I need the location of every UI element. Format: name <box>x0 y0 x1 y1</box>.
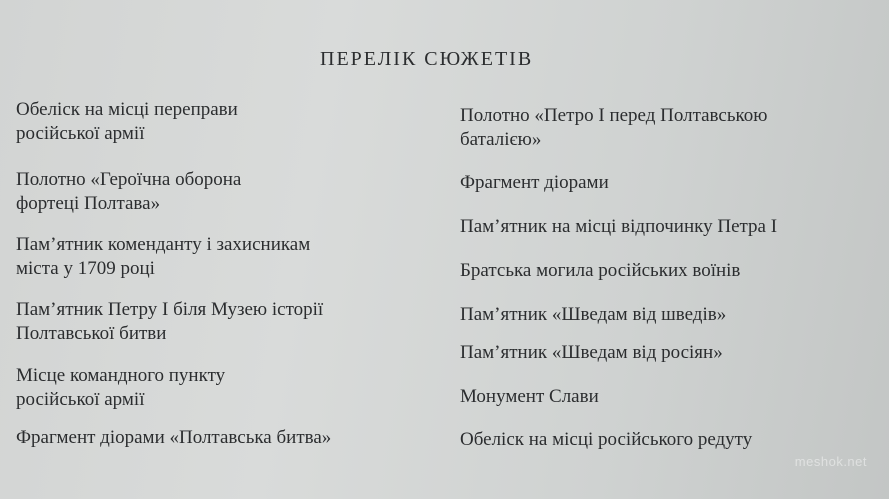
list-item <box>460 303 726 327</box>
list-item <box>16 426 331 450</box>
list-item-line2: фортеці Полтава» <box>16 193 161 214</box>
list-item-line1: Пам’ятник на місці відпочинку Петра I <box>460 216 778 237</box>
list-item-line1: Пам’ятник «Шведам від шведів» <box>460 304 727 325</box>
list-item <box>460 428 752 452</box>
list-item <box>16 233 310 281</box>
list-item-line1: Монумент Слави <box>460 386 599 407</box>
list-item <box>460 385 599 409</box>
list-item <box>16 298 323 346</box>
list-item-line1: Фрагмент діорами «Полтавська битва» <box>16 427 332 448</box>
list-item <box>460 259 740 283</box>
list-item <box>16 98 238 146</box>
list-item-line2: російської армії <box>16 123 145 144</box>
list-item-line2: російської армії <box>16 389 145 410</box>
list-item-line1: Братська могила російських воїнів <box>460 260 741 281</box>
list-item <box>460 171 609 195</box>
list-item <box>460 215 777 239</box>
list-item-line1: Обеліск на місці російського редуту <box>460 429 753 450</box>
list-item-line1: Пам’ятник «Шведам від росіян» <box>460 342 723 363</box>
list-item-line2: баталією» <box>460 129 542 150</box>
watermark: meshok.net <box>794 454 867 469</box>
list-item-line1: Пам’ятник Петру I біля Музею історії <box>16 299 324 320</box>
list-item <box>16 364 225 412</box>
list-item-line1: Фрагмент діорами <box>460 172 609 193</box>
list-item <box>16 168 241 216</box>
list-item <box>460 104 767 152</box>
list-item <box>460 341 723 365</box>
list-item-line1: Місце командного пункту <box>16 365 226 386</box>
list-item-line2: Полтавської битви <box>16 323 167 344</box>
list-item-line1: Обеліск на місці переправи <box>16 99 238 120</box>
list-item-line1: Полотно «Петро I перед Полтавською <box>460 105 768 126</box>
list-item-line2: міста у 1709 році <box>16 258 155 279</box>
list-item-line1: Полотно «Героїчна оборона <box>16 169 242 190</box>
list-item-line1: Пам’ятник коменданту і захисникам <box>16 234 311 255</box>
page-title-text: ПЕРЕЛІК СЮЖЕТІВ <box>320 48 534 70</box>
